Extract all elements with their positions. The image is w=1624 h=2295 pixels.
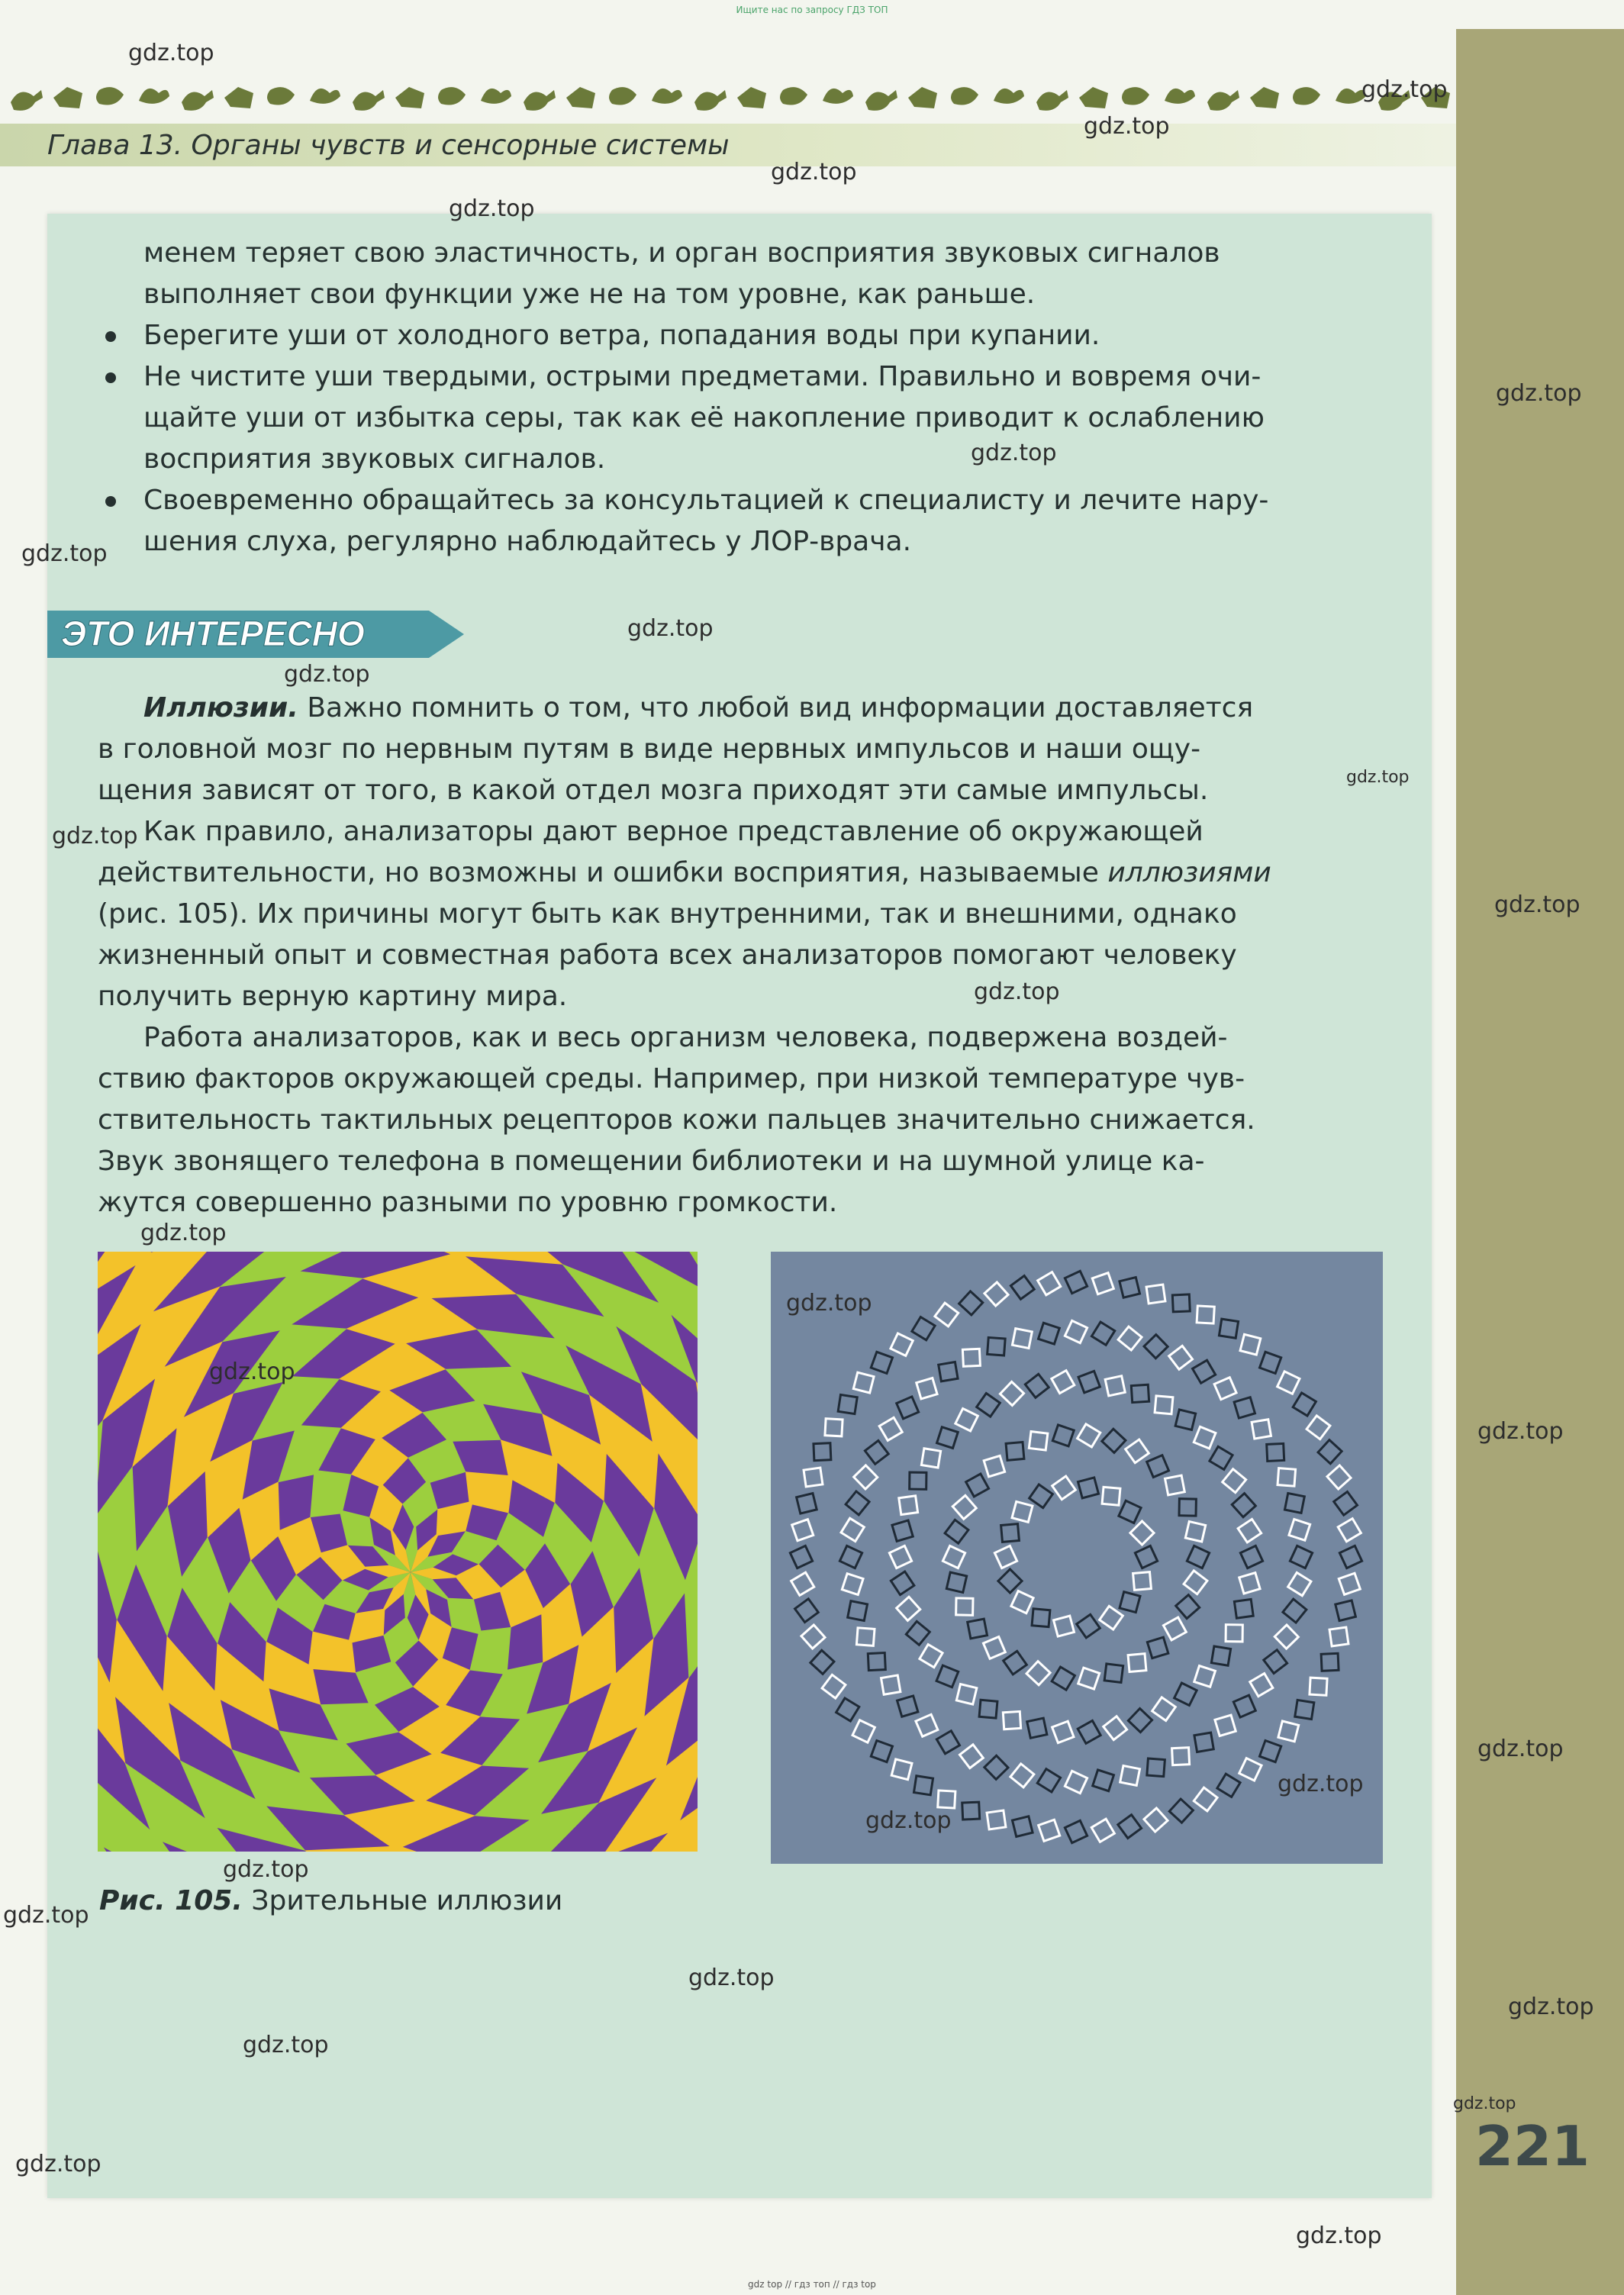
animal-icon xyxy=(609,87,636,105)
animal-icon xyxy=(310,89,340,104)
animal-icon xyxy=(524,90,556,111)
animal-icon xyxy=(737,87,766,108)
watermark: gdz.top xyxy=(1477,1418,1564,1445)
animal-icon xyxy=(224,87,253,108)
bullet-dot xyxy=(105,331,116,342)
watermark: gdz.top xyxy=(3,1902,89,1929)
watermark: gdz.top xyxy=(1278,1771,1364,1797)
text-line xyxy=(98,939,1237,972)
right-margin-strip xyxy=(1456,29,1624,2295)
animal-icon xyxy=(1293,87,1320,105)
watermark: gdz.top xyxy=(771,159,857,185)
watermark: gdz.top xyxy=(243,2032,329,2058)
watermark: gdz.top xyxy=(1296,2222,1382,2249)
animal-icon xyxy=(182,90,214,111)
watermark: gdz.top xyxy=(223,1856,309,1883)
text-line xyxy=(98,1145,1205,1178)
interest-line: жизненный опыт и совместная работа всех анализаторов помогают человеку xyxy=(98,940,1237,971)
animal-icon xyxy=(1036,90,1068,111)
text-line xyxy=(143,815,1204,849)
top-search-note: Ищите нас по запросу ГДЗ ТОП xyxy=(736,5,888,15)
text-line: восприятия звуковых сигналов. xyxy=(143,443,606,475)
watermark: gdz.top xyxy=(1494,891,1580,918)
watermark: gdz.top xyxy=(1453,2094,1516,2113)
interest-line: щения зависят от того, в какой отдел мозга приходят эти самые импульсы. xyxy=(98,775,1209,806)
watermark: gdz.top xyxy=(21,540,108,567)
interest-first-line: Важно помнить о том, что любой вид информации доставляется xyxy=(298,692,1254,724)
bullet-dot xyxy=(105,496,116,507)
interest-line: Работа анализаторов, как и весь организм человека, подвержена воздей- xyxy=(143,1022,1228,1053)
text-line xyxy=(98,774,1208,807)
animal-icon xyxy=(566,87,595,108)
animal-icon xyxy=(823,89,853,104)
zigzag-illusion-image xyxy=(98,1252,698,1852)
watermark: gdz.top xyxy=(971,440,1057,466)
watermark: gdz.top xyxy=(786,1290,872,1317)
illusion-term: иллюзиями xyxy=(1107,857,1271,888)
animal-icon xyxy=(994,89,1024,104)
interest-line: (рис. 105). Их причины могут быть как внутренними, так и внешними, однако xyxy=(98,898,1237,930)
text-line: выполняет свои функции уже не на том уровне, как раньше. xyxy=(143,279,1036,310)
text-line xyxy=(143,691,1253,725)
interest-line: получить верную картину мира. xyxy=(98,981,568,1012)
text-line xyxy=(143,484,1268,517)
interest-line: Как правило, анализаторы дают верное представление об окружающей xyxy=(143,816,1204,847)
figure-caption-text: Зрительные иллюзии xyxy=(242,1885,563,1916)
watermark: gdz.top xyxy=(1361,76,1448,103)
watermark: gdz.top xyxy=(449,195,535,222)
animal-icon xyxy=(1079,87,1108,108)
animal-icon xyxy=(438,87,466,105)
animal-icon xyxy=(481,89,511,104)
interest-heading: Иллюзии. xyxy=(143,692,298,724)
watermark: gdz.top xyxy=(865,1807,952,1834)
animal-icon xyxy=(139,89,169,104)
text-line xyxy=(98,1186,837,1220)
interest-line: ствию факторов окружающей среды. Например, при низкой температуре чув- xyxy=(98,1063,1245,1094)
text-line: шения слуха, регулярно наблюдайтесь у ЛОР-врача. xyxy=(143,526,912,557)
text-line xyxy=(98,1062,1245,1096)
watermark: gdz.top xyxy=(140,1220,227,1246)
text-line: щайте уши от избытка серы, так как её накопление приводит к ослаблению xyxy=(143,402,1265,434)
animal-icon xyxy=(395,87,424,108)
watermark: gdz.top xyxy=(1477,1736,1564,1762)
interest-line: действительности, но возможны и ошибки восприятия, называемые xyxy=(98,857,1108,888)
watermark: gdz.top xyxy=(128,40,214,66)
interest-line: в головной мозг по нервным путям в виде нервных импульсов и наши ощу- xyxy=(98,733,1201,765)
animal-icon xyxy=(652,89,682,104)
watermark: gdz.top xyxy=(209,1359,295,1385)
interest-banner xyxy=(47,611,464,658)
animal-icon xyxy=(11,90,43,111)
interest-line: Звук звонящего телефона в помещении библиотеки и на шумной улице ка- xyxy=(98,1146,1205,1177)
bottom-note: gdz top // гдз топ // гдз top xyxy=(748,2279,876,2290)
animal-icon xyxy=(353,90,385,111)
text-line xyxy=(143,1021,1228,1055)
text-line xyxy=(98,856,1271,890)
watermark: gdz.top xyxy=(688,1965,775,1991)
text-line xyxy=(143,360,1261,394)
animal-icon xyxy=(96,87,124,105)
page-number: 221 xyxy=(1474,2114,1590,2178)
animal-icon xyxy=(1207,90,1239,111)
text-line xyxy=(98,980,567,1014)
watermark: gdz.top xyxy=(974,978,1060,1005)
watermark: gdz.top xyxy=(1346,768,1410,787)
text-line xyxy=(98,898,1237,931)
watermark: gdz.top xyxy=(15,2151,102,2177)
watermark: gdz.top xyxy=(1496,380,1582,407)
animal-icon xyxy=(694,90,727,111)
watermark: gdz.top xyxy=(1508,1994,1594,2020)
animal-frieze xyxy=(0,67,1456,122)
text-line: менем теряет свою эластичность, и орган восприятия звуковых сигналов xyxy=(143,237,1220,269)
text-line xyxy=(98,1104,1255,1137)
animal-icon xyxy=(1165,89,1195,104)
interest-line: жутся совершенно разными по уровню громкости. xyxy=(98,1187,838,1218)
bullet-dot xyxy=(105,372,116,383)
watermark: gdz.top xyxy=(52,823,138,849)
text-line xyxy=(143,319,1100,353)
bullet-text: Не чистите уши твердыми, острыми предметами. Правильно и вовремя очи- xyxy=(143,361,1262,392)
watermark: gdz.top xyxy=(627,615,714,642)
watermark: gdz.top xyxy=(284,661,370,688)
animal-icon xyxy=(865,90,897,111)
text-line xyxy=(98,733,1200,766)
chapter-title: Глава 13. Органы чувств и сенсорные системы xyxy=(47,130,730,161)
animal-icon xyxy=(53,87,82,108)
interest-banner-text: ЭТО ИНТЕРЕСНО xyxy=(61,614,365,653)
animal-icon xyxy=(267,87,295,105)
animal-icon xyxy=(780,87,807,105)
figure-label: Рис. 105. xyxy=(99,1885,243,1916)
animal-icon xyxy=(908,87,937,108)
figure-caption xyxy=(99,1885,562,1916)
watermark: gdz.top xyxy=(1084,113,1170,140)
animal-icon xyxy=(1250,87,1279,108)
bullet-text: Берегите уши от холодного ветра, попадания воды при купании. xyxy=(143,320,1100,351)
interest-line: ствительность тактильных рецепторов кожи пальцев значительно снижается. xyxy=(98,1104,1255,1136)
animal-icon xyxy=(1122,87,1149,105)
bullet-text: Своевременно обращайтесь за консультацией к специалисту и лечите нару- xyxy=(143,485,1269,516)
animal-icon xyxy=(951,87,978,105)
